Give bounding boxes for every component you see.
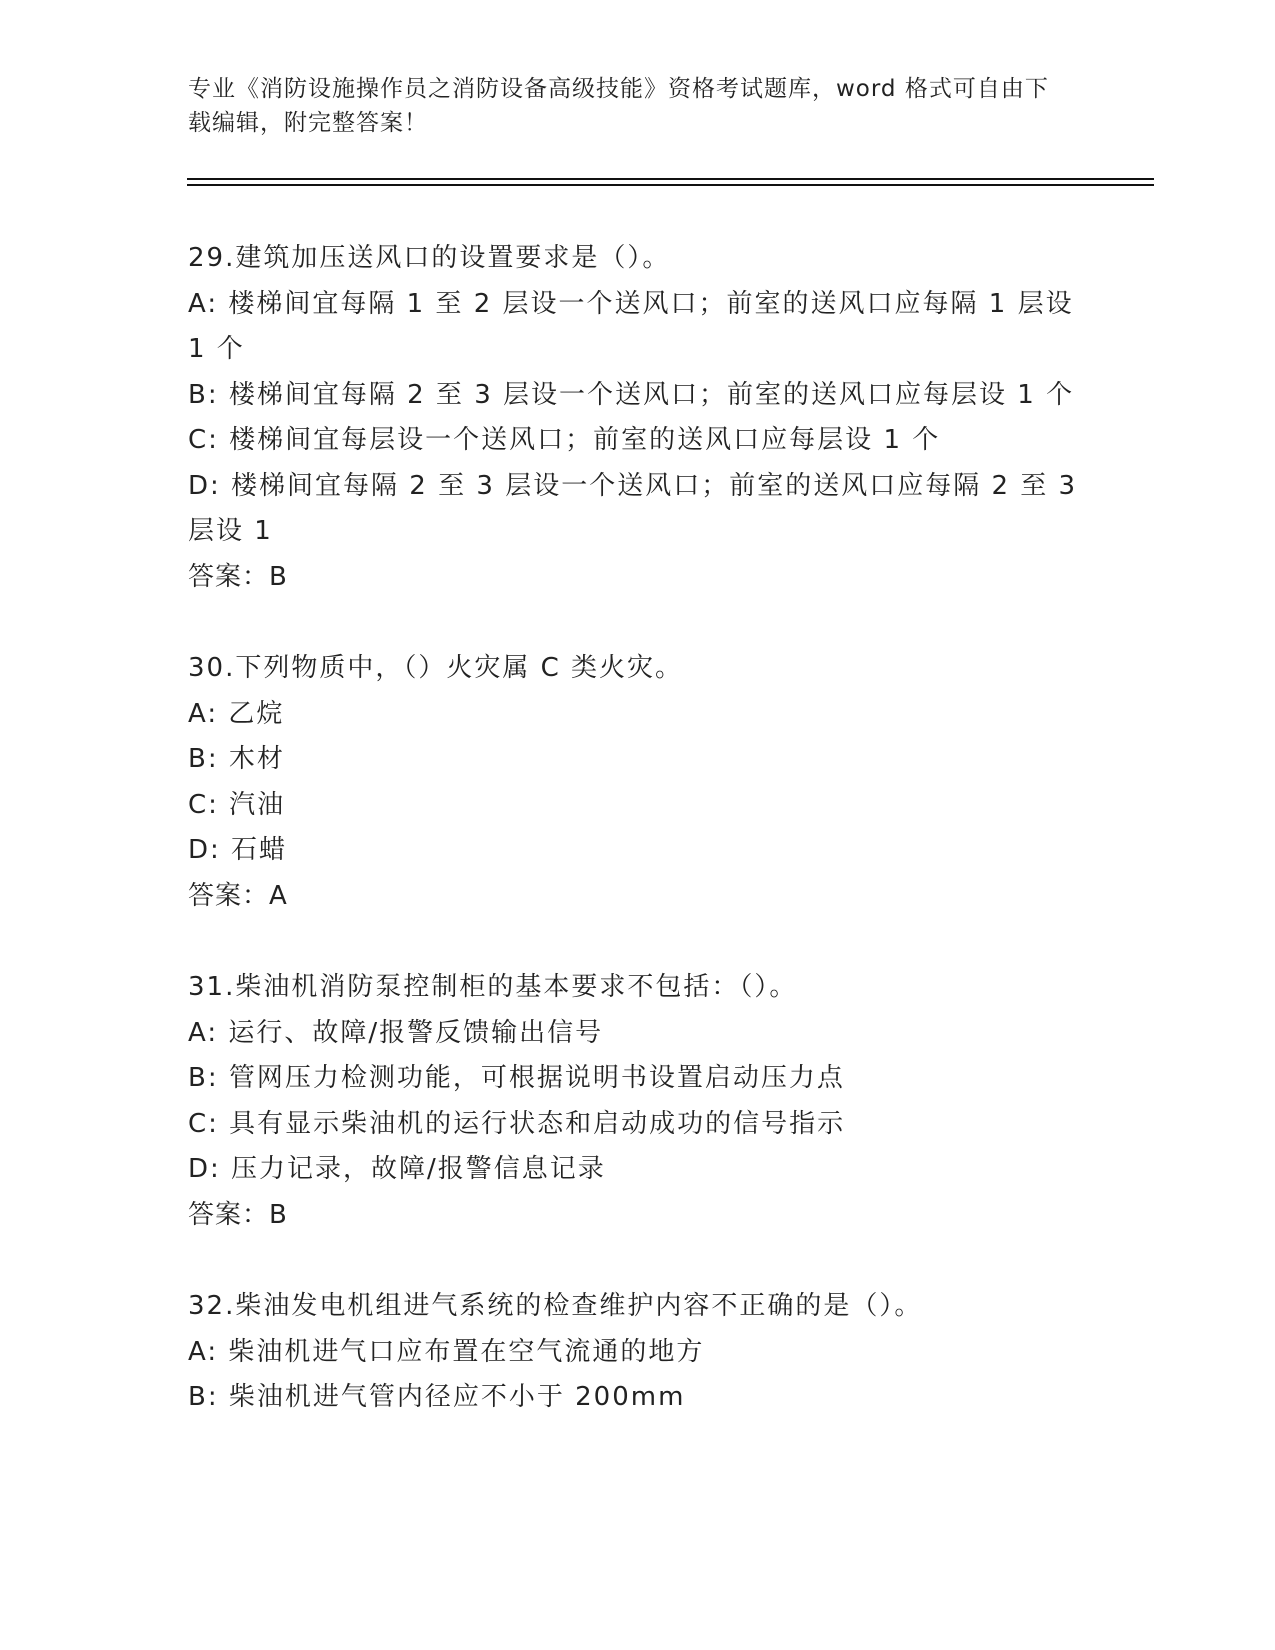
document-header — [188, 72, 1068, 140]
option-a: A: 楼梯间宜每隔 1 至 2 层设一个送风口；前室的送风口应每隔 1 层设 1 个 — [188, 288, 1074, 364]
question-32 — [188, 1284, 1088, 1421]
header-line-2: 载编辑，附完整答案！ — [188, 110, 428, 136]
option-b: B: 管网压力检测功能，可根据说明书设置启动压力点 — [188, 1063, 845, 1093]
option-c: C: 具有显示柴油机的运行状态和启动成功的信号指示 — [188, 1108, 846, 1139]
header-rule-bottom — [187, 184, 1154, 186]
option-d: D: 石蜡 — [188, 835, 288, 865]
question-31 — [188, 965, 1088, 1238]
option-b: B: 柴油机进气管内径应不小于 200mm — [188, 1382, 686, 1412]
answer: 答案：B — [188, 1199, 288, 1230]
question-29 — [188, 236, 1088, 600]
option-c: C: 楼梯间宜每层设一个送风口；前室的送风口应每层设 1 个 — [188, 425, 941, 455]
option-a: A: 柴油机进气口应布置在空气流通的地方 — [188, 1336, 705, 1367]
option-b: B: 楼梯间宜每隔 2 至 3 层设一个送风口；前室的送风口应每层设 1 个 — [188, 379, 1075, 410]
question-stem: 30.下列物质中，（）火灾属 C 类火灾。 — [188, 653, 684, 683]
answer: 答案：B — [188, 561, 288, 592]
question-stem: 32.柴油发电机组进气系统的检查维护内容不正确的是（）。 — [188, 1291, 923, 1321]
option-c: C: 汽油 — [188, 789, 286, 820]
header-rule-top — [187, 178, 1154, 180]
option-a: A: 乙烷 — [188, 698, 285, 729]
question-stem: 31.柴油机消防泵控制柜的基本要求不包括：（）。 — [188, 972, 798, 1002]
header-line-1: 专业《消防设施操作员之消防设备高级技能》资格考试题库，word 格式可自由下 — [188, 76, 1049, 102]
question-list — [188, 236, 1088, 1467]
option-d: D: 楼梯间宜每隔 2 至 3 层设一个送风口；前室的送风口应每隔 2 至 3 层设 1 — [188, 470, 1078, 546]
question-30 — [188, 646, 1088, 919]
question-stem: 29.建筑加压送风口的设置要求是（）。 — [188, 243, 671, 273]
answer: 答案：A — [188, 880, 288, 911]
option-b: B: 木材 — [188, 744, 285, 774]
option-a: A: 运行、故障/报警反馈输出信号 — [188, 1017, 604, 1048]
option-d: D: 压力记录，故障/报警信息记录 — [188, 1154, 606, 1184]
